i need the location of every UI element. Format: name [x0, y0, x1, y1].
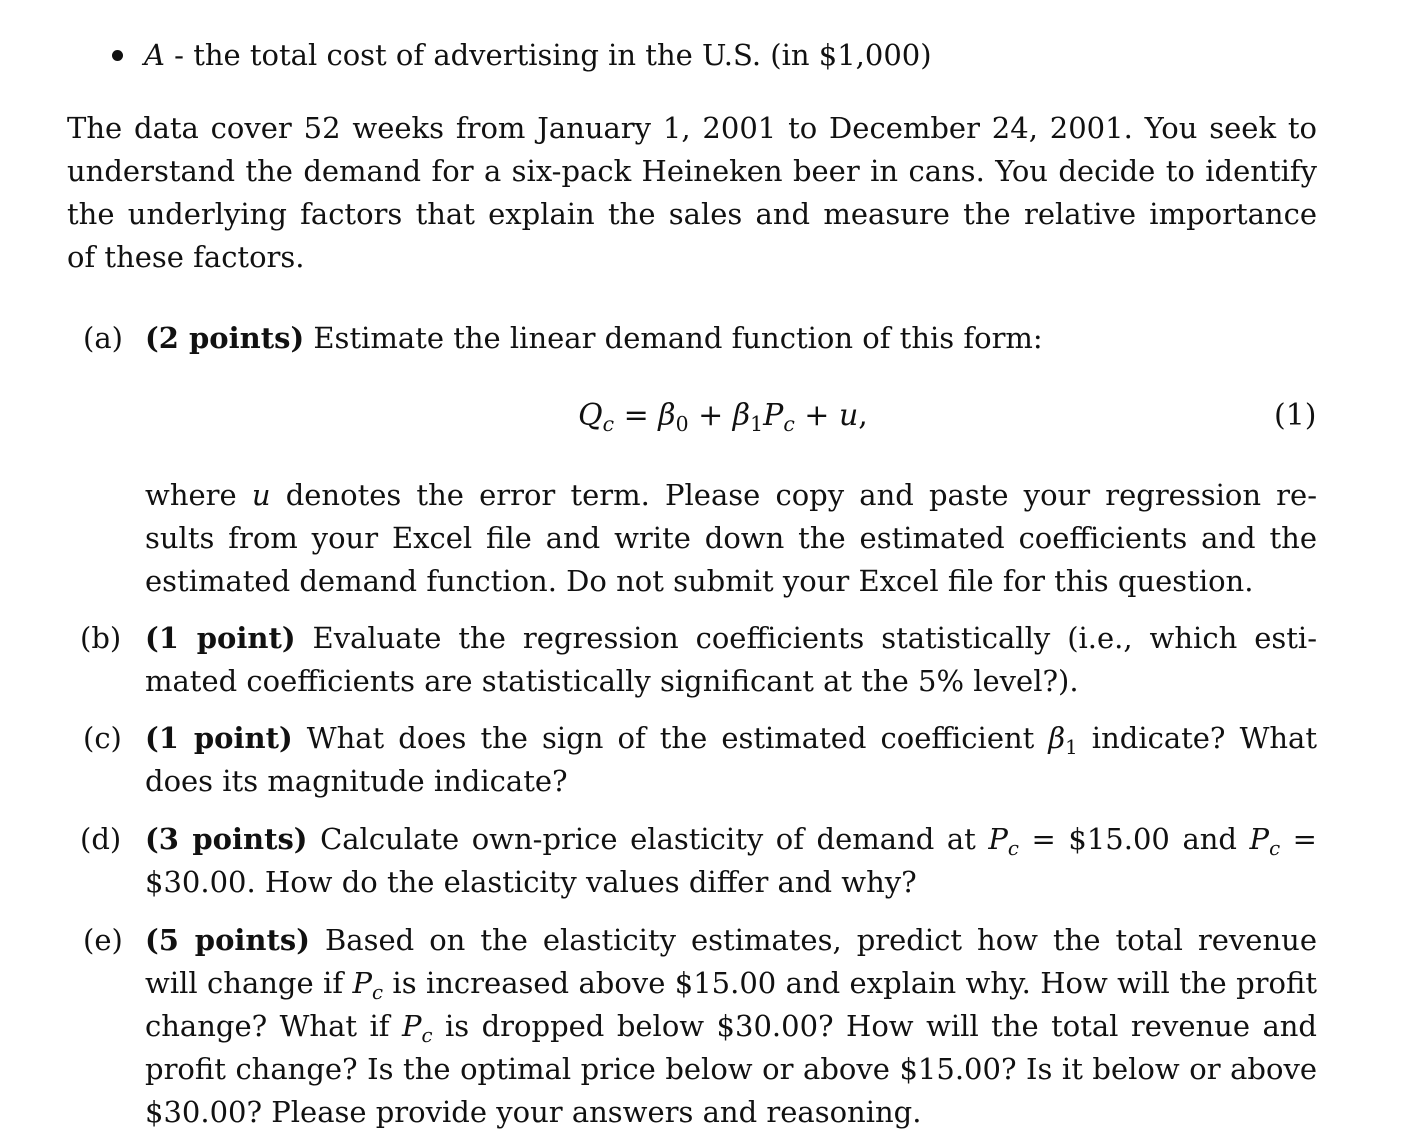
eq-beta1-sub: 1 — [750, 412, 764, 437]
part-e-line-2 — [145, 965, 1317, 1011]
part-d-mid: = $15.00 and — [1018, 822, 1250, 856]
intro-line-2: understand the demand for a six-pack Heineken beer in cans. You decide to identify — [67, 154, 1317, 188]
part-a-after-line-1 — [145, 477, 1317, 513]
eq-equals: = — [614, 398, 659, 433]
eq-p: P — [763, 398, 784, 433]
part-e-p1: P — [352, 966, 372, 1000]
intro-line-3: the underlying factors that explain the sales and measure the relative importance — [67, 197, 1317, 231]
bullet-dot-icon — [112, 50, 123, 61]
part-a-label: (a) — [83, 321, 123, 355]
eq-beta0-sub: 0 — [675, 412, 689, 437]
part-d-p1: P — [988, 822, 1008, 856]
part-e-p2: P — [401, 1009, 422, 1043]
part-a-after-line-2: sults from your Excel file and write down the estimated coefficients and the — [145, 521, 1317, 555]
part-d-end: = — [1280, 822, 1317, 856]
part-e-text-3-pre: change? What if — [145, 1009, 402, 1043]
part-e-line-4: profit change? Is the optimal price below or above $15.00? Is it below or above — [145, 1052, 1317, 1086]
bullet-text: - the total cost of advertising in the U.S. (in $1,000) — [164, 38, 932, 72]
part-e-line-3 — [145, 1008, 1317, 1054]
part-a-prompt — [145, 320, 1043, 356]
part-b-label: (b) — [80, 621, 122, 655]
part-a-after-line-3: estimated demand function. Do not submit your Excel file for this question. — [145, 564, 1254, 598]
part-b-points: (1 point) — [145, 621, 296, 655]
bullet-symbol: A — [144, 38, 165, 72]
part-c-beta: β — [1048, 721, 1066, 755]
part-a-text: Estimate the linear demand function of this form: — [304, 321, 1043, 355]
part-e-text-2-pre: will change if — [145, 966, 353, 1000]
part-e-text-3-post: is dropped below $30.00? How will the total revenue and — [432, 1009, 1317, 1043]
intro-line-1: The data cover 52 weeks from January 1, 2001 to December 24, 2001. You seek to — [67, 111, 1317, 145]
part-b-line-2: mated coefficients are statistically significant at the 5% level?). — [145, 664, 1079, 698]
part-a-points: (2 points) — [145, 321, 305, 355]
part-a-after-post: denotes the error term. Please copy and paste your regression re- — [270, 478, 1318, 512]
part-e-label: (e) — [83, 923, 123, 957]
part-d-text-pre: Calculate own-price elasticity of demand at — [307, 822, 989, 856]
part-c-points: (1 point) — [145, 721, 293, 755]
part-c-text-pre: What does the sign of the estimated coefficient — [292, 721, 1049, 755]
eq-p-sub: c — [783, 412, 795, 437]
part-e-text-1: Based on the elasticity estimates, predict how the total revenue — [309, 923, 1317, 957]
eq-q: Q — [578, 398, 603, 433]
part-c-label: (c) — [83, 721, 122, 755]
part-c-text-post: indicate? What — [1077, 721, 1317, 755]
part-a-after-var: u — [251, 478, 271, 512]
demand-equation — [578, 397, 868, 443]
part-b-text-1: Evaluate the regression coefficients statistically (i.e., which esti- — [295, 621, 1317, 655]
part-a-after-pre: where — [145, 478, 252, 512]
part-e-line-1 — [145, 922, 1317, 958]
part-d-p2: P — [1249, 822, 1270, 856]
eq-plus-1: + — [688, 398, 733, 433]
eq-beta0: β — [658, 398, 676, 433]
part-c-line-1 — [145, 720, 1317, 766]
part-d-p2-sub: c — [1269, 836, 1281, 860]
eq-plus-2: + — [794, 398, 839, 433]
part-d-line-2: $30.00. How do the elasticity values differ and why? — [145, 865, 917, 899]
intro-line-4: of these factors. — [67, 240, 305, 274]
part-d-label: (d) — [80, 822, 122, 856]
part-d-p1-sub: c — [1007, 836, 1019, 860]
part-e-points: (5 points) — [145, 923, 310, 957]
part-e-p1-sub: c — [371, 980, 384, 1004]
eq-beta1: β — [732, 398, 751, 433]
part-e-p2-sub: c — [421, 1023, 433, 1047]
eq-u: u — [838, 398, 859, 433]
part-c-line-2: does its magnitude indicate? — [145, 764, 568, 798]
part-b-line-1 — [145, 620, 1317, 656]
part-e-text-2-post: is increased above $15.00 and explain why. How will the profit — [383, 966, 1317, 1000]
part-c-beta-sub: 1 — [1065, 735, 1078, 759]
part-d-points: (3 points) — [145, 822, 308, 856]
equation-number: (1) — [1274, 398, 1317, 433]
eq-q-sub: c — [602, 412, 615, 437]
eq-comma: , — [858, 398, 868, 433]
part-e-line-5: $30.00? Please provide your answers and reasoning. — [145, 1095, 922, 1129]
bullet-item — [144, 37, 932, 73]
part-d-line-1 — [145, 821, 1317, 867]
